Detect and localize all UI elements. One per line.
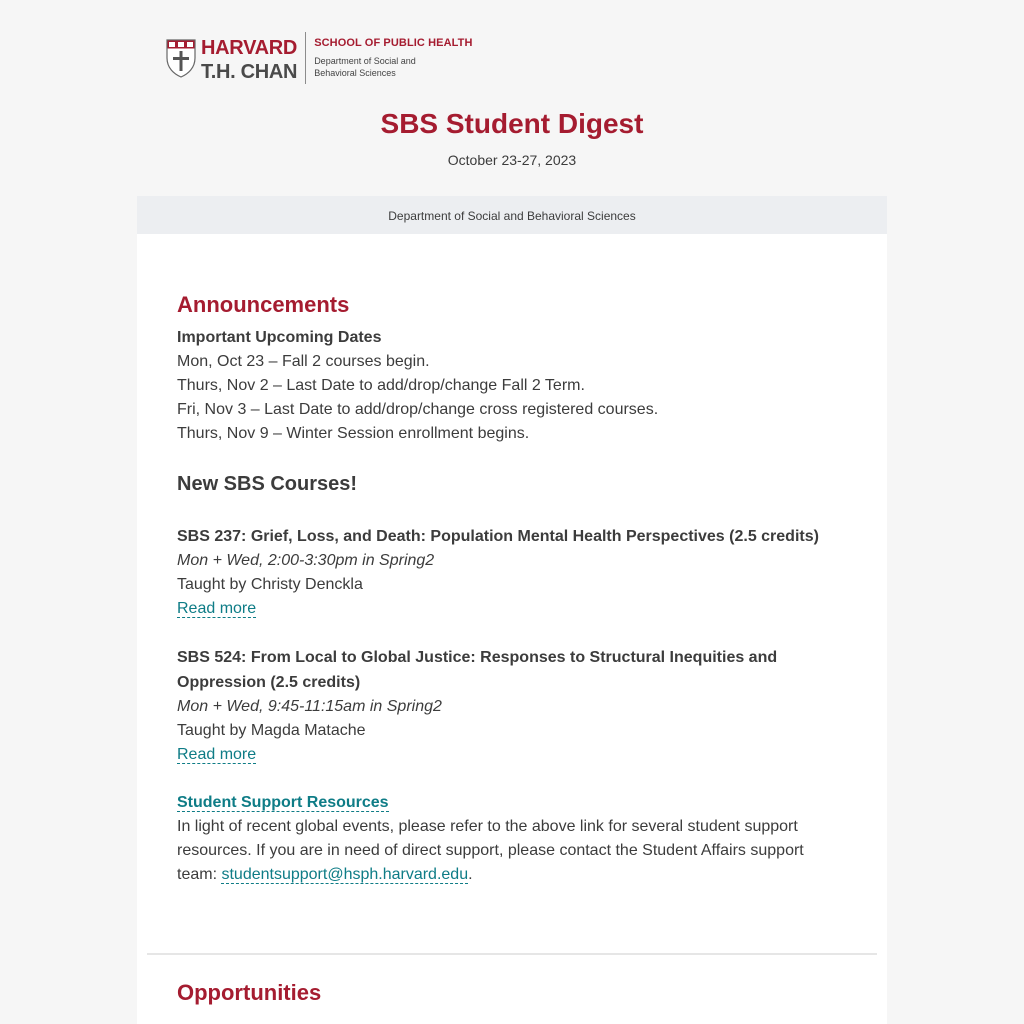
logo-divider	[305, 32, 306, 84]
read-more-link[interactable]: Read more	[177, 600, 257, 617]
department-bar: Department of Social and Behavioral Sciences	[137, 196, 887, 234]
course-title: SBS 524: From Local to Global Justice: Responses to Structural Inequities and Oppression (2.5 credits)	[177, 649, 778, 691]
harvard-chan-logo[interactable]	[166, 32, 473, 84]
course-instructor: Taught by Magda Matache	[177, 722, 366, 739]
course-item	[177, 524, 847, 621]
date-item: Fri, Nov 3 – Last Date to add/drop/change cross registered courses.	[177, 401, 659, 418]
support-section	[177, 791, 847, 887]
course-instructor: Taught by Christy Denckla	[177, 576, 363, 593]
opportunities-heading: Opportunities	[177, 980, 322, 1005]
logo-harvard: HARVARD	[201, 37, 298, 59]
logo-chan: T.H. CHAN	[201, 61, 298, 83]
support-trailing: .	[468, 866, 473, 883]
course-time: Mon + Wed, 2:00-3:30pm in Spring2	[177, 552, 435, 569]
read-more-link[interactable]: Read more	[177, 746, 257, 763]
support-description: In light of recent global events, please refer to the above link for several student support resources. If you are in need of direct support, please contact the Student Affairs support team:	[177, 818, 804, 883]
course-title: SBS 237: Grief, Loss, and Death: Population Mental Health Perspectives (2.5 credits)	[177, 528, 819, 545]
digest-title: SBS Student Digest	[380, 108, 644, 139]
course-item	[177, 645, 847, 767]
announcements-heading: Announcements	[177, 292, 350, 317]
student-support-link[interactable]: Student Support Resources	[177, 794, 389, 811]
section-divider	[147, 953, 877, 955]
course-time: Mon + Wed, 9:45-11:15am in Spring2	[177, 698, 442, 715]
logo-department: Department of Social and Behavioral Sciences	[314, 56, 416, 78]
new-courses-heading: New SBS Courses!	[177, 473, 358, 495]
date-item: Mon, Oct 23 – Fall 2 courses begin.	[177, 353, 430, 370]
digest-dates: October 23-27, 2023	[447, 152, 577, 168]
support-text	[177, 815, 847, 887]
logo-school: SCHOOL OF PUBLIC HEALTH	[314, 37, 473, 49]
date-item: Thurs, Nov 9 – Winter Session enrollment begins.	[177, 425, 530, 442]
support-email-link[interactable]: studentsupport@hsph.harvard.edu	[221, 866, 469, 883]
content-body	[177, 289, 847, 887]
logo-school-block	[314, 32, 472, 79]
harvard-shield-icon	[166, 38, 196, 78]
logo-wordmark	[201, 35, 297, 82]
date-item: Thurs, Nov 2 – Last Date to add/drop/change Fall 2 Term.	[177, 377, 585, 394]
content-card	[137, 234, 887, 1024]
upcoming-dates-heading: Important Upcoming Dates	[177, 329, 382, 346]
